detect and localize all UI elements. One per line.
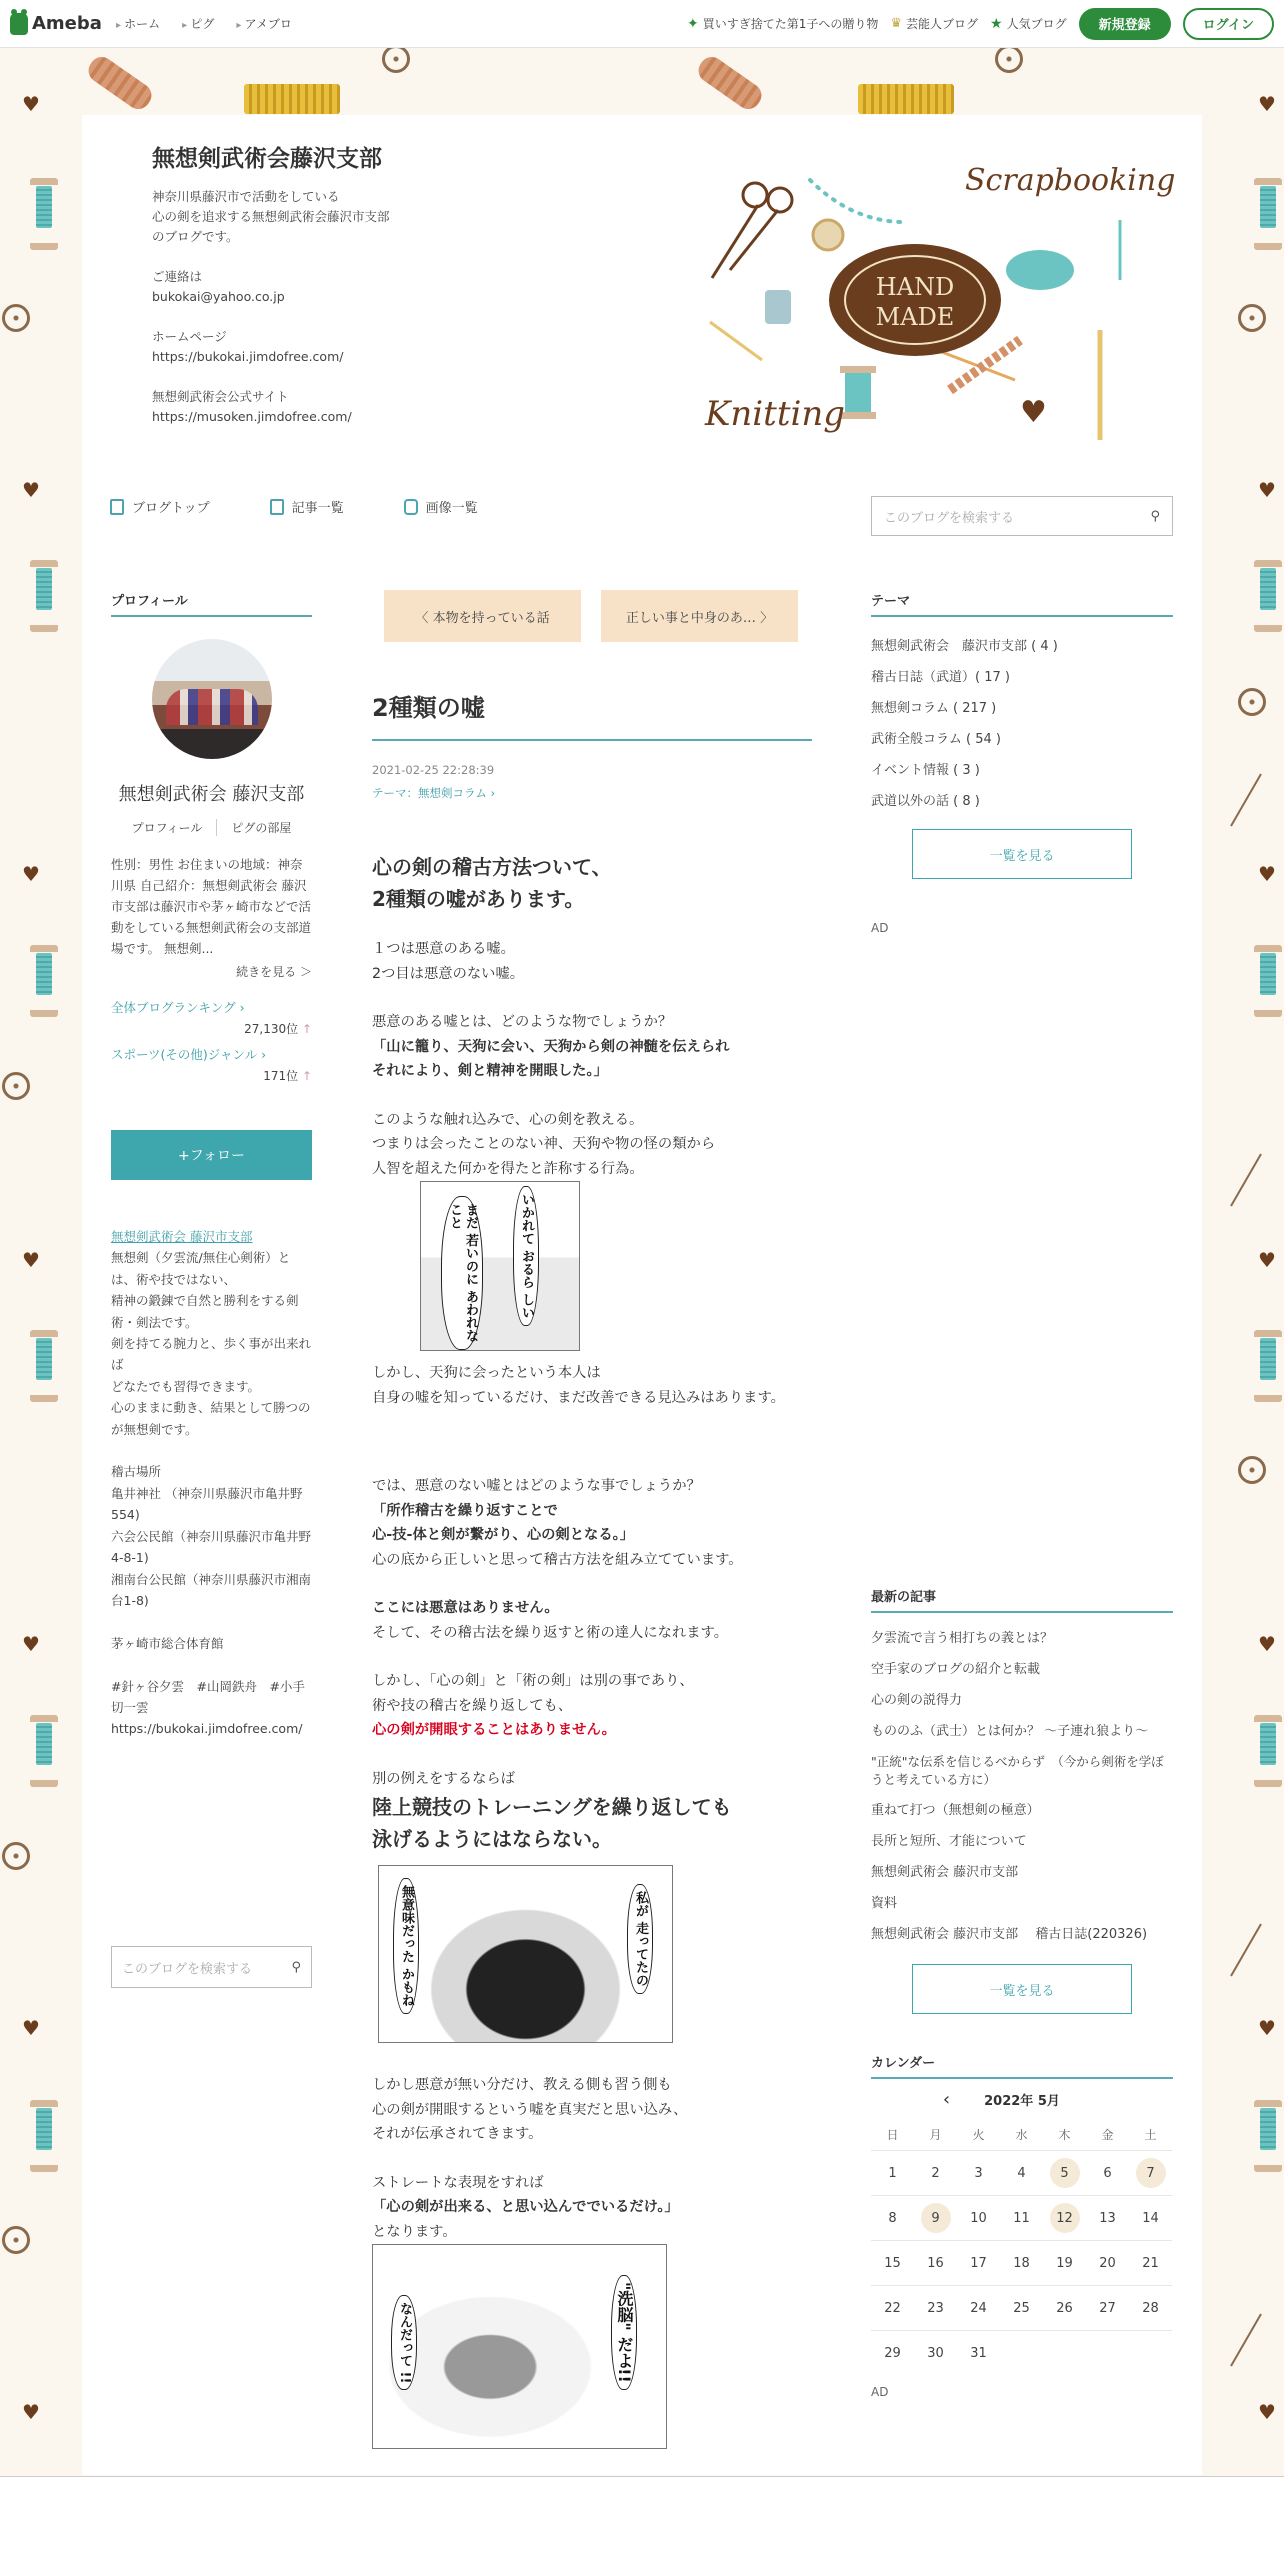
article-theme-link[interactable]: テーマ：無想剣コラム ›	[372, 786, 496, 800]
day-number: 27	[1099, 2300, 1116, 2316]
decor-button	[382, 45, 410, 73]
calendar-day	[957, 2285, 1000, 2330]
article-headline: 陸上競技のトレーニングを繰り返しても 泳げるようにはならない。	[372, 1795, 732, 1851]
weekday-label: 土	[1144, 2127, 1157, 2142]
blog-header-info	[152, 140, 432, 427]
left-sidebar	[111, 590, 312, 1740]
weekday-label: 木	[1058, 2127, 1071, 2142]
calendar-day	[1000, 2240, 1043, 2285]
calendar-grid	[871, 2118, 1173, 2375]
day-number: 11	[1013, 2210, 1030, 2226]
nav-article-list[interactable]: 記事一覧	[270, 497, 344, 516]
recent-item[interactable]: 夕雲流で言う相打ちの義とは？	[871, 1630, 1054, 1646]
knitting-word: Knitting	[705, 394, 846, 434]
day-number: 18	[1013, 2255, 1030, 2271]
nav-image-list[interactable]: 画像一覧	[404, 497, 478, 516]
article-lead: 心の剣の稽古方法ついて、 2種類の嘘があります。	[372, 855, 612, 911]
article-paragraph: このような触れ込みで、心の剣を教える。 つまりは会ったことのない神、天狗や物の怪の類から 人智を超えた何かを得たと詐称する行為。	[372, 1111, 716, 1177]
decor-spool	[1254, 560, 1282, 618]
decor-braid	[694, 52, 766, 113]
day-number: 17	[970, 2255, 987, 2271]
genre-ranking-link[interactable]: スポーツ(その他)ジャンル ›	[111, 1047, 267, 1062]
speech-bubble: 私が 走ってたの	[627, 1884, 653, 1994]
speech-bubble: 無意味だった かもね	[393, 1878, 419, 2014]
calendar-day-with-post[interactable]	[914, 2195, 957, 2240]
calendar-day	[1129, 2240, 1172, 2285]
day-number: 16	[927, 2255, 944, 2271]
day-number: 6	[1103, 2165, 1112, 2181]
decor-heart: ♥	[1258, 862, 1276, 886]
register-button[interactable]: 新規登録	[1079, 8, 1171, 40]
theme-item[interactable]: 武道以外の話 ( 8 )	[871, 794, 980, 809]
decor-heart: ♥	[22, 92, 40, 116]
day-number: 15	[884, 2255, 901, 2271]
camera-icon	[404, 499, 418, 515]
decor-heart: ♥	[1258, 1248, 1276, 1272]
theme-list	[871, 629, 1173, 815]
recent-list	[871, 1623, 1173, 1950]
recent-item[interactable]: 空手家のブログの紹介と転載	[871, 1661, 1041, 1677]
day-number: 24	[970, 2300, 987, 2316]
calendar-day	[957, 2330, 1000, 2375]
decor-spool	[1254, 945, 1282, 1003]
day-number[interactable]: 9	[921, 2203, 951, 2233]
calendar-month: 2022年 5月	[984, 2094, 1060, 2109]
avatar[interactable]	[152, 639, 272, 759]
profile-heading: プロフィール	[111, 590, 312, 617]
calendar-day	[871, 2195, 914, 2240]
calendar-day	[871, 2285, 914, 2330]
free-space	[111, 1226, 312, 1740]
day-number: 23	[927, 2300, 944, 2316]
decor-spool	[1254, 1330, 1282, 1388]
right-sidebar	[871, 590, 1173, 935]
weekday-label: 日	[886, 2127, 899, 2142]
day-number[interactable]: 7	[1136, 2158, 1166, 2188]
decor-button	[2, 1072, 30, 1100]
pigg-room-link[interactable]: ピグの部屋	[231, 821, 292, 835]
celebrity-blog-link[interactable]: ♛ 芸能人ブログ	[890, 16, 979, 31]
day-number: 13	[1099, 2210, 1116, 2226]
calendar-day	[957, 2240, 1000, 2285]
article-paragraph: １つは悪意のある嘘。 2つ目は悪意のない嘘。	[372, 941, 525, 982]
calendar-day-with-post[interactable]	[1043, 2195, 1086, 2240]
login-button[interactable]: ログイン	[1183, 8, 1274, 40]
article-paragraph: しかし、天狗に会ったという本人は 自身の嘘を知っているだけ、まだ改善できる見込みはあります。	[372, 1365, 785, 1406]
article-paragraph: そして、その稽古法を繰り返すと術の達人になれます。	[372, 1624, 728, 1641]
search-icon[interactable]: ⚲	[1150, 508, 1160, 524]
calendar-day	[871, 2240, 914, 2285]
decor-heart: ♥	[22, 478, 40, 502]
blog-title[interactable]: 無想剣武術会藤沢支部	[152, 146, 382, 172]
copy-icon	[270, 499, 284, 515]
day-number: 19	[1056, 2255, 1073, 2271]
nav-blog-top[interactable]: ブログトップ	[110, 497, 210, 516]
article	[372, 590, 812, 2449]
theme-see-all-button[interactable]: 一覧を見る	[912, 829, 1132, 879]
article-paragraph: 悪意のある嘘とは、どのような物でしょうか？	[372, 1014, 673, 1030]
nav-pigg[interactable]: ▸ ピグ	[182, 15, 214, 32]
day-number[interactable]: 12	[1050, 2203, 1080, 2233]
ad-label: AD	[871, 2385, 889, 2399]
recent-item[interactable]: 資料	[871, 1895, 898, 1911]
recent-item[interactable]: もののふ（武士）とは何か？ ～子連れ狼より～	[871, 1723, 1149, 1739]
theme-item[interactable]: 無想剣武術会 藤沢市支部 ( 4 )	[871, 639, 1058, 654]
day-number: 22	[884, 2300, 901, 2316]
day-number[interactable]: 5	[1050, 2158, 1080, 2188]
article-paragraph: しかし、「心の剣」と「術の剣」は別の事であり、 術や技の稽古を繰り返しても、	[372, 1673, 694, 1714]
calendar-day	[1129, 2195, 1172, 2240]
read-more-link[interactable]: 続きを見る ＞	[236, 965, 312, 979]
blog-nav	[110, 497, 478, 516]
day-number: 28	[1142, 2300, 1159, 2316]
article-pager	[384, 590, 812, 642]
calendar-day	[1086, 2150, 1129, 2195]
decor-spool	[30, 560, 58, 618]
theme-item[interactable]: 無想剣コラム ( 217 )	[871, 701, 997, 716]
made-word: MADE	[875, 303, 955, 331]
day-number: 29	[884, 2345, 901, 2361]
header-art	[700, 150, 1176, 480]
article-paragraph: 別の例えをするならば	[372, 1770, 515, 1787]
decor-needle	[1230, 2314, 1262, 2367]
day-number: 21	[1142, 2255, 1159, 2271]
sparkle-icon: ✦	[687, 15, 699, 32]
decor-heart: ♥	[22, 1632, 40, 1656]
recent-heading: 最新の記事	[871, 1586, 1173, 1613]
blog-description: 神奈川県藤沢市で活動をしている 心の剣を追求する無想剣武術会藤沢市支部 のブログです。 ご連絡は bukokai@yahoo.co.jp ホームページ https://bukokai.jimdofree.com/ 無想剣武術会公式サイト https://musoken.jimdofree.com/	[152, 189, 390, 424]
calendar-day-with-post[interactable]	[1043, 2150, 1086, 2195]
manga-image-runner[interactable]	[378, 1865, 673, 2043]
decor-spool	[30, 178, 58, 236]
calendar-day	[1043, 2285, 1086, 2330]
day-number: 25	[1013, 2300, 1030, 2316]
decor-braid	[84, 52, 156, 113]
weekday-label: 金	[1101, 2127, 1114, 2142]
article-title: 2種類の嘘	[372, 688, 812, 741]
document-icon	[110, 499, 124, 515]
calendar-day	[914, 2240, 957, 2285]
article-paragraph: ストレートな表現をすれば	[372, 2174, 544, 2191]
decor-button	[2, 304, 30, 332]
calendar	[871, 2052, 1173, 2399]
decor-button	[1238, 1456, 1266, 1484]
article-paragraph: 心の底から正しいと思って稽古方法を組み立てています。	[372, 1551, 743, 1568]
manga-image-tengu[interactable]	[420, 1181, 580, 1351]
nav-home[interactable]: ▸ ホーム	[116, 15, 160, 32]
ad-label: AD	[871, 921, 889, 935]
prev-article-button[interactable]: 〈 本物を持っている話	[384, 590, 581, 642]
weekday-label: 水	[1015, 2127, 1028, 2142]
ameba-logo[interactable]: Ameba	[10, 13, 102, 35]
nav-ameblo[interactable]: ▸ アメブロ	[236, 15, 291, 32]
decor-button	[1238, 304, 1266, 332]
decor-heart: ♥	[1258, 1632, 1276, 1656]
calendar-day	[1086, 2285, 1129, 2330]
article-quote: 「心の剣が出来る、と思い込んででいるだけ。」	[372, 2199, 679, 2215]
follow-button[interactable]: +フォロー	[111, 1130, 312, 1180]
decor-spool	[30, 945, 58, 1003]
day-number: 8	[888, 2210, 897, 2226]
profile-name[interactable]: 無想剣武術会 藤沢支部	[118, 784, 305, 805]
decor-needle	[1230, 1924, 1262, 1977]
chevron-left-icon[interactable]: ‹	[942, 2089, 951, 2110]
popular-blog-link[interactable]: ★ 人気ブログ	[990, 15, 1067, 32]
day-number: 14	[1142, 2210, 1159, 2226]
star-icon: ★	[990, 15, 1003, 32]
svg-text:♥: ♥	[1020, 395, 1047, 430]
day-number: 30	[927, 2345, 944, 2361]
calendar-day	[1043, 2240, 1086, 2285]
calendar-day	[1086, 2240, 1129, 2285]
recent-articles	[871, 1586, 1173, 2014]
free-space-link[interactable]: 無想剣武術会 藤沢市支部	[111, 1229, 253, 1244]
blog-search-input[interactable]: このブログを検索する ⚲	[871, 496, 1173, 536]
speech-bubble: いかれて おるら しい	[513, 1186, 539, 1326]
article-date: 2021-02-25 22:28:39	[372, 763, 495, 777]
decor-heart: ♥	[1258, 2400, 1276, 2424]
decor-ribbon	[244, 84, 340, 114]
article-quote: 「所作稽古を繰り返すことで 心-技-体と剣が繋がり、心の剣となる。」	[372, 1502, 635, 1543]
recent-item[interactable]: 無想剣武術会 藤沢市支部	[871, 1864, 1019, 1880]
global-nav	[116, 15, 292, 32]
overall-ranking-value: 27,130位 ↑	[111, 1020, 312, 1037]
decor-heart: ♥	[1258, 478, 1276, 502]
overall-ranking-link[interactable]: 全体ブログランキング ›	[111, 1000, 245, 1015]
calendar-empty-cell	[1129, 2330, 1172, 2375]
decor-heart: ♥	[22, 2016, 40, 2040]
free-space-text: 無想剣（夕雲流/無住心剣術）とは、術や技ではない、 精神の鍛錬で自然と勝利をする剣術・剣法です。 剣を持てる腕力と、歩く事が出来れば どなたでも習得できます。 心のままに動き、結果として勝つのが無想剣です。 稽古場所 亀井神社 （神奈川県藤沢市亀井野554) 六会公民館（神奈川県藤沢市亀井野4-8-1) 湘南台公民館（神奈川県藤沢市湘南台1-8) 茅ヶ崎市総合体育館 #針ヶ谷夕雲 #山岡鉄舟 #小手切一雲 https://bukokai.jimdofree.com/	[111, 1250, 312, 1737]
speech-bubble: まだ 若いのに あわれな こと	[441, 1196, 483, 1350]
decor-ribbon	[858, 84, 954, 114]
calendar-day	[957, 2150, 1000, 2195]
day-number: 26	[1056, 2300, 1073, 2316]
article-paragraph: となります。	[372, 2223, 457, 2240]
next-article-button[interactable]: 正しい事と中身のあ… 〉	[601, 590, 798, 642]
calendar-day	[1000, 2195, 1043, 2240]
decor-heart: ♥	[1258, 92, 1276, 116]
ameba-header	[0, 0, 1284, 48]
decor-needle	[1230, 774, 1262, 827]
article-paragraph: しかし悪意が無い分だけ、教える側も習う側も 心の剣が開眼するという嘘を真実だと思い込み、 それが伝承されてきます。	[372, 2077, 688, 2142]
speech-bubble: "洗脳" だよ!!	[611, 2275, 637, 2390]
hand-word: HAND	[875, 273, 955, 301]
decor-spool	[1254, 1715, 1282, 1773]
calendar-day	[1086, 2195, 1129, 2240]
decor-spool	[1254, 178, 1282, 236]
article-body	[372, 851, 812, 2449]
recent-see-all-button[interactable]: 一覧を見る	[912, 1964, 1132, 2014]
day-number: 31	[970, 2345, 987, 2361]
calendar-day	[1129, 2285, 1172, 2330]
weekday-label: 火	[972, 2127, 985, 2142]
calendar-empty-cell	[1043, 2330, 1086, 2375]
promo-link[interactable]: ✦ 買いすぎ捨てた第1子への贈り物	[687, 15, 879, 32]
theme-item[interactable]: イベント情報 ( 3 )	[871, 763, 980, 778]
recent-item[interactable]: 無想剣武術会 藤沢市支部 稽古日誌(220326)	[871, 1926, 1148, 1942]
ameba-logo-icon	[10, 13, 28, 35]
day-number: 1	[888, 2165, 897, 2181]
decor-heart: ♥	[22, 862, 40, 886]
decor-heart: ♥	[22, 2400, 40, 2424]
article-emphasis: ここには悪意はありません。	[372, 1600, 559, 1616]
profile-link[interactable]: プロフィール	[132, 819, 218, 836]
calendar-day	[871, 2330, 914, 2375]
recent-item[interactable]: 長所と短所、才能について	[871, 1833, 1027, 1849]
calendar-day	[914, 2285, 957, 2330]
decor-button	[995, 45, 1023, 73]
calendar-day	[957, 2195, 1000, 2240]
crown-icon: ♛	[890, 16, 903, 31]
theme-heading: テーマ	[871, 590, 1173, 617]
calendar-day	[1000, 2285, 1043, 2330]
recent-item[interactable]: 重ねて打つ（無想剣の極意）	[871, 1802, 1040, 1818]
decor-button	[1238, 688, 1266, 716]
decor-button	[2, 2226, 30, 2254]
scrapbooking-word: Scrapbooking	[965, 163, 1176, 198]
left-search-input[interactable]: このブログを検索する ⚲	[111, 1946, 312, 1988]
manga-image-brainwash[interactable]	[372, 2244, 667, 2449]
article-warning: 心の剣が開眼することはありません。	[372, 1722, 616, 1738]
decor-needle	[1230, 1154, 1262, 1207]
decor-heart: ♥	[22, 1248, 40, 1272]
recent-item[interactable]: "正統"な伝系を信じるべからず （今から剣術を学ぼうと考えている方に）	[871, 1754, 1164, 1787]
calendar-empty-cell	[1000, 2330, 1043, 2375]
decor-spool	[1254, 2100, 1282, 2158]
genre-ranking-value: 171位 ↑	[111, 1067, 312, 1084]
calendar-empty-cell	[1086, 2330, 1129, 2375]
profile-info: 性別：男性 お住まいの地域：神奈川県 自己紹介：無想剣武術会 藤沢市支部は藤沢市や茅ヶ崎市などで活動をしている無想剣武術会の支部道場です。 無想剣...	[111, 857, 312, 956]
day-number: 3	[974, 2165, 983, 2181]
calendar-day	[1000, 2150, 1043, 2195]
decor-heart: ♥	[1258, 2016, 1276, 2040]
article-quote: 「山に籠り、天狗に会い、天狗から剣の神髄を伝えられ それにより、剣と精神を開眼した。」	[372, 1038, 730, 1079]
calendar-day	[914, 2330, 957, 2375]
calendar-day-with-post[interactable]	[1129, 2150, 1172, 2195]
theme-item[interactable]: 武術全般コラム ( 54 )	[871, 732, 1001, 747]
decor-spool	[30, 2100, 58, 2158]
decor-spool	[30, 1715, 58, 1773]
recent-item[interactable]: 心の剣の説得力	[871, 1692, 963, 1708]
chevron-right-icon: 〉	[755, 610, 774, 626]
day-number: 20	[1099, 2255, 1116, 2271]
chevron-left-icon: 〈	[415, 610, 433, 626]
theme-item[interactable]: 稽古日誌（武道）( 17 )	[871, 670, 1010, 685]
decor-button	[2, 1842, 30, 1870]
decor-spool	[30, 1330, 58, 1388]
calendar-day	[871, 2150, 914, 2195]
footer	[0, 2477, 1284, 2568]
article-paragraph: では、悪意のない嘘とはどのような事でしょうか？	[372, 1478, 701, 1494]
day-number: 4	[1017, 2165, 1026, 2181]
calendar-day	[914, 2150, 957, 2195]
weekday-label: 月	[929, 2127, 942, 2142]
day-number: 2	[931, 2165, 940, 2181]
speech-bubble: なんだって !!	[391, 2295, 417, 2390]
day-number: 10	[970, 2210, 987, 2226]
calendar-heading: カレンダー	[871, 2052, 1173, 2079]
search-icon[interactable]: ⚲	[291, 1959, 301, 1975]
